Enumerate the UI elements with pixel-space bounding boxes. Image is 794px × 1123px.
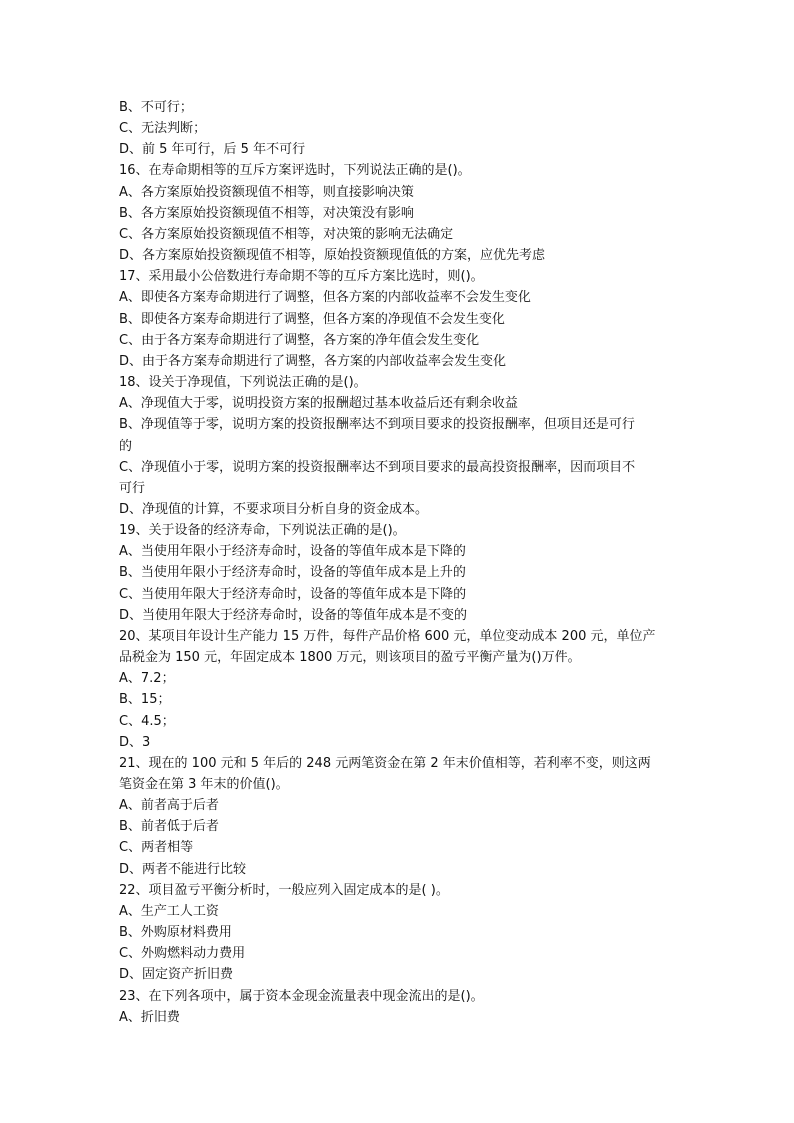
text-line: 22、项目盈亏平衡分析时，一般应列入固定成本的是( )。 (119, 882, 449, 898)
text-line: 18、设关于净现值，下列说法正确的是()。 (119, 375, 367, 391)
text-line: D、各方案原始投资额现值不相等，原始投资额现值低的方案，应优先考虑 (119, 248, 546, 264)
text-line: C、各方案原始投资额现值不相等，对决策的影响无法确定 (119, 226, 454, 242)
text-line: 23、在下列各项中，属于资本金现金流量表中现金流出的是()。 (119, 988, 484, 1004)
text-line: B、净现值等于零，说明方案的投资报酬率达不到项目要求的投资报酬率，但项目还是可行 (119, 417, 635, 433)
text-line: C、无法判断； (119, 121, 207, 137)
text-line: D、前 5 年可行，后 5 年不可行 (119, 142, 306, 158)
text-line: C、两者相等 (119, 840, 194, 856)
text-line: 17、采用最小公倍数进行寿命期不等的互斥方案比选时，则()。 (119, 269, 484, 285)
text-line: B、15； (119, 692, 171, 708)
text-line: C、外购燃料动力费用 (119, 946, 246, 962)
text-line: B、前者低于后者 (119, 819, 219, 835)
text-line: B、即使各方案寿命期进行了调整，但各方案的净现值不会发生变化 (119, 311, 505, 327)
text-line: 品税金为 150 元，年固定成本 1800 万元，则该项目的盈亏平衡产量为()万件。 (119, 650, 581, 666)
text-line: A、当使用年限小于经济寿命时，设备的等值年成本是下降的 (119, 544, 466, 560)
text-line: 的 (119, 438, 133, 454)
text-line: 可行 (119, 480, 146, 496)
text-line: D、两者不能进行比较 (119, 861, 247, 877)
text-line: 20、某项目年设计生产能力 15 万件，每件产品价格 600 元，单位变动成本 200 元，单位产 (119, 628, 656, 644)
text-line: A、折旧费 (119, 1009, 180, 1025)
text-line: A、净现值大于零，说明投资方案的报酬超过基本收益后还有剩余收益 (119, 396, 518, 412)
text-line: B、外购原材料费用 (119, 925, 232, 941)
text-line: B、不可行； (119, 100, 193, 115)
text-line: B、各方案原始投资额现值不相等，对决策没有影响 (119, 205, 414, 221)
text-line: C、4.5； (119, 713, 175, 729)
text-line: B、当使用年限小于经济寿命时，设备的等值年成本是上升的 (119, 565, 466, 581)
text-line: 16、在寿命期相等的互斥方案评选时，下列说法正确的是()。 (119, 163, 471, 179)
text-line: A、生产工人工资 (119, 903, 219, 919)
text-line: D、3 (119, 734, 151, 750)
text-line: A、即使各方案寿命期进行了调整，但各方案的内部收益率不会发生变化 (119, 290, 531, 306)
document-body (119, 97, 679, 1028)
text-line: C、当使用年限大于经济寿命时，设备的等值年成本是下降的 (119, 586, 467, 602)
text-line: D、固定资产折旧费 (119, 967, 234, 983)
text-line: D、当使用年限大于经济寿命时，设备的等值年成本是不变的 (119, 607, 468, 623)
text-line: A、7.2； (119, 671, 175, 687)
text-line: 21、现在的 100 元和 5 年后的 248 元两笔资金在第 2 年末价值相等，若利率不变，则这两 (119, 755, 651, 771)
text-line: C、净现值小于零，说明方案的投资报酬率达不到项目要求的最高投资报酬率，因而项目不 (119, 459, 636, 475)
text-line: D、净现值的计算，不要求项目分析自身的资金成本。 (119, 501, 429, 517)
text-line: D、由于各方案寿命期进行了调整，各方案的内部收益率会发生变化 (119, 353, 507, 369)
text-line: A、前者高于后者 (119, 798, 219, 814)
text-line: 笔资金在第 3 年末的价值()。 (119, 777, 289, 792)
text-line: C、由于各方案寿命期进行了调整，各方案的净年值会发生变化 (119, 332, 480, 348)
text-line: 19、关于设备的经济寿命，下列说法正确的是()。 (119, 523, 406, 539)
text-line: A、各方案原始投资额现值不相等，则直接影响决策 (119, 184, 414, 200)
